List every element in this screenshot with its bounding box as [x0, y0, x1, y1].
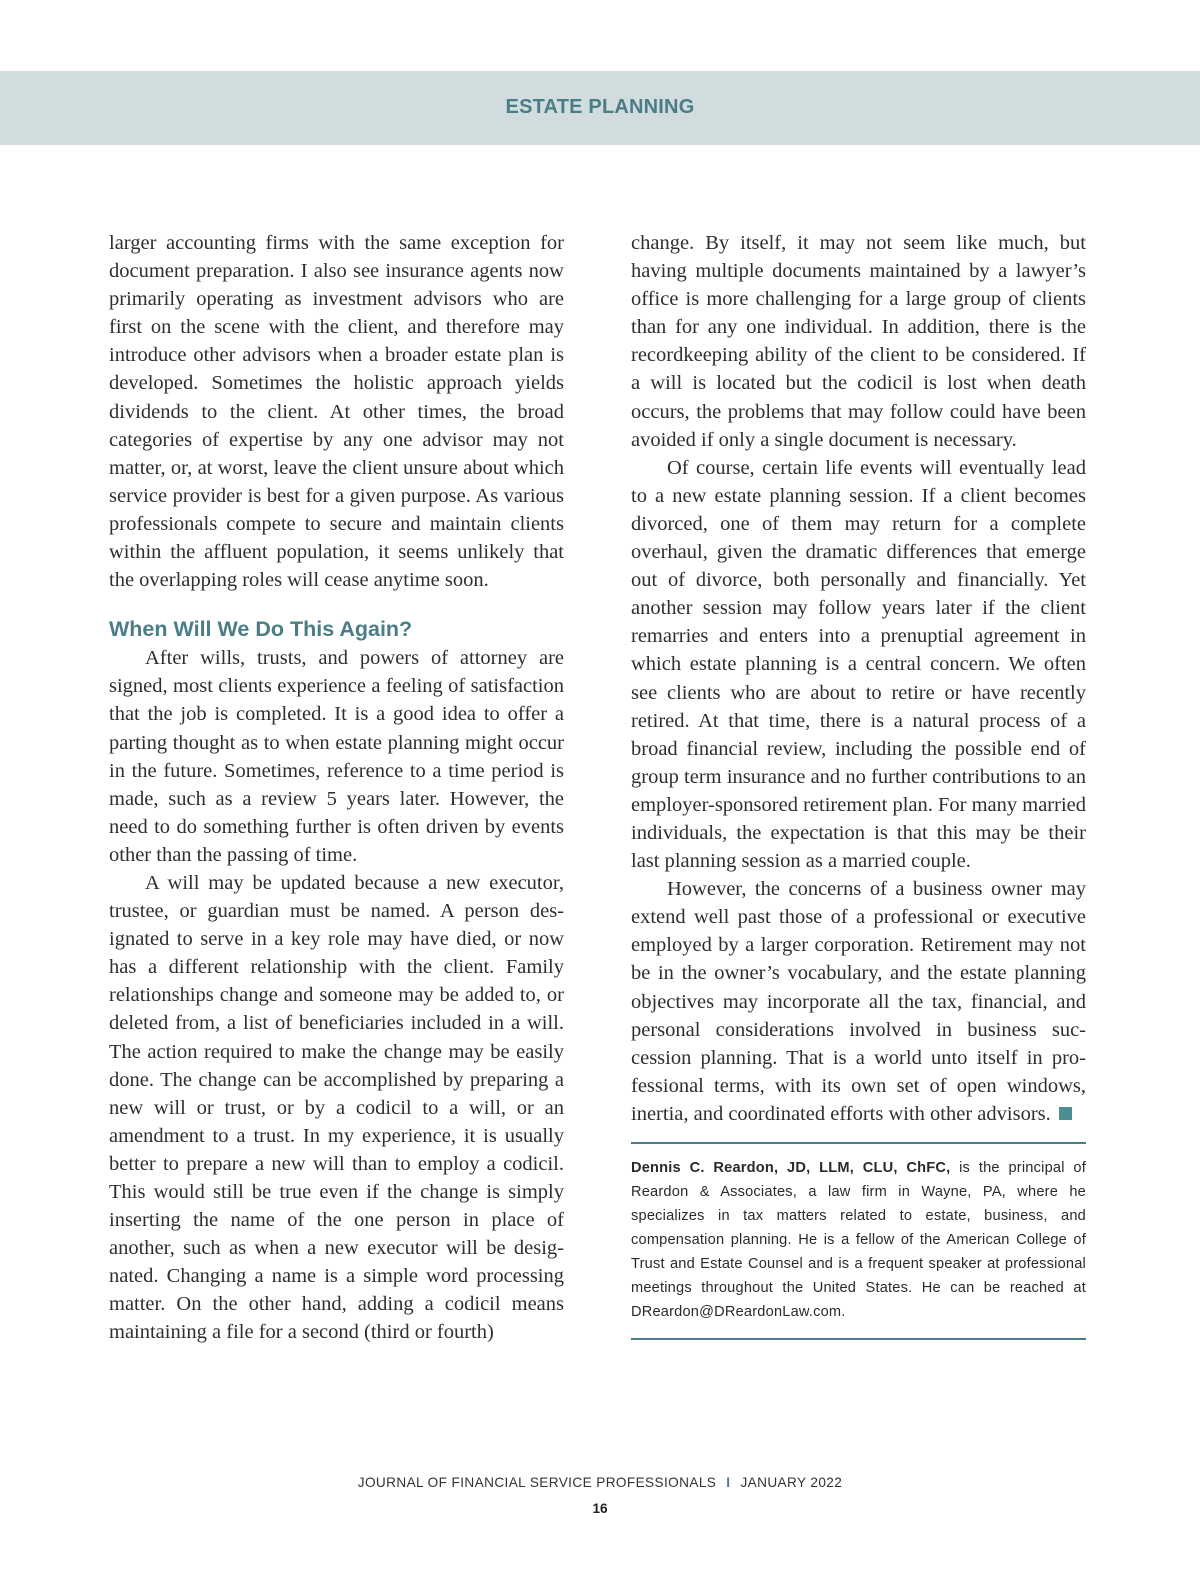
page-number: 16 — [592, 1501, 608, 1516]
left-column — [109, 229, 564, 1347]
end-of-article-mark — [1059, 1107, 1072, 1120]
page-footer — [0, 1475, 1200, 1490]
paragraph-text: However, the concerns of a business owner may extend well past those of a professional or executive employed by a larger corporation. Retirement may not be in the owner’s vocabulary, and the estate planning objectives may incorporate all the tax, financial, and personal considerations involved in business succession planning. That is a world unto itself in professional terms, with its own set of open windows, inertia, and coordinated efforts with other advisors. — [631, 878, 1086, 1125]
paragraph: Of course, certain life events will eventually lead to a new estate planning session. If a client becomes divorced, one of them may return for a complete overhaul, given the dramatic differences that emerge out of divorce, both personally and financially. Yet another session may follow years later if the client remarries and enters into a prenuptial agreement in which estate planning is a central concern. We often see clients who are about to retire or have recently retired. At that time, there is a natural process of a broad financial review, including the possible end of group term insurance and no further contributions to an employer-sponsored retirement plan. For many married individuals, the expectation is that this may be their last planning session as a married couple. — [631, 456, 1087, 873]
issue-date: JANUARY 2022 — [740, 1475, 843, 1490]
paragraph: change. By itself, it may not seem like much, but having multiple documents maintained by a lawyer’s office is more challenging for a large group of clients than for any one individual. In addition, there is the recordkeeping ability of the client to be considered. If a will is located but the codicil is lost when death occurs, the problems that may follow could have been avoided if only a single document is necessary. — [631, 232, 1086, 451]
footer-separator: I — [726, 1475, 731, 1490]
paragraph: After wills, trusts, and powers of attorney are signed, most clients experience a feeling of satisfaction that the job is completed. It is a good idea to offer a parting thought as to when estate planning might occur in the future. Sometimes, reference to a time period is made, such as a review 5 years later. However, the need to do something further is often driven by events other than the passing of time. — [109, 647, 564, 866]
author-bio-text: is the principal of Reardon & Associates, a law firm in Wayne, PA, where he specializes in tax matters related to estate, business, and compensation planning. He is a fellow of the American College of Trust and Estate Counsel and is a frequent speaker at professional meetings throughout the United States. He can be reached at DReardon@DReardonLaw.com. — [631, 1160, 1086, 1320]
author-bio — [631, 1142, 1086, 1340]
author-name: Dennis C. Reardon, JD, LLM, CLU, ChFC, — [631, 1160, 951, 1176]
section-banner — [0, 71, 1200, 145]
paragraph-final — [631, 875, 1086, 1128]
paragraph: A will may be updated because a new executor, trustee, or guardian must be named. A person designated to serve in a key role may have died, or now has a different relationship with the client. Family relationships change and someone may be added to, or deleted from, a list of beneficiaries included in a will. The action required to make the change may be easily done. The change can be accomplished by preparing a new will or trust, or by a codicil to a will, or an amendment to a trust. In my experience, it is usually better to prepare a new will than to employ a codicil. This would still be true even if the change is simply inserting the name of the one person in place of another, such as when a new executor will be designated. Changing a name is a simple word processing matter. On the other hand, adding a codicil means maintaining a file for a second (third or fourth) — [109, 871, 564, 1344]
journal-name: JOURNAL OF FINANCIAL SERVICE PROFESSIONALS — [357, 1475, 717, 1490]
section-title: ESTATE PLANNING — [505, 96, 695, 118]
paragraph: larger accounting firms with the same exception for document preparation. I also see insurance agents now primarily operating as investment advisors who are first on the scene with the client, and therefore may introduce other advisors when a broader estate plan is developed. Sometimes the holistic approach yields dividends to the client. At other times, the broad categories of expertise by any one advisor may not matter, or, at worst, leave the client unsure about which service provider is best for a given purpose. As various professionals compete to secure and maintain clients within the affluent population, it seems unlikely that the overlapping roles will cease anytime soon. — [109, 232, 564, 592]
section-heading: When Will We Do This Again? — [109, 617, 413, 642]
right-column — [631, 229, 1086, 1340]
